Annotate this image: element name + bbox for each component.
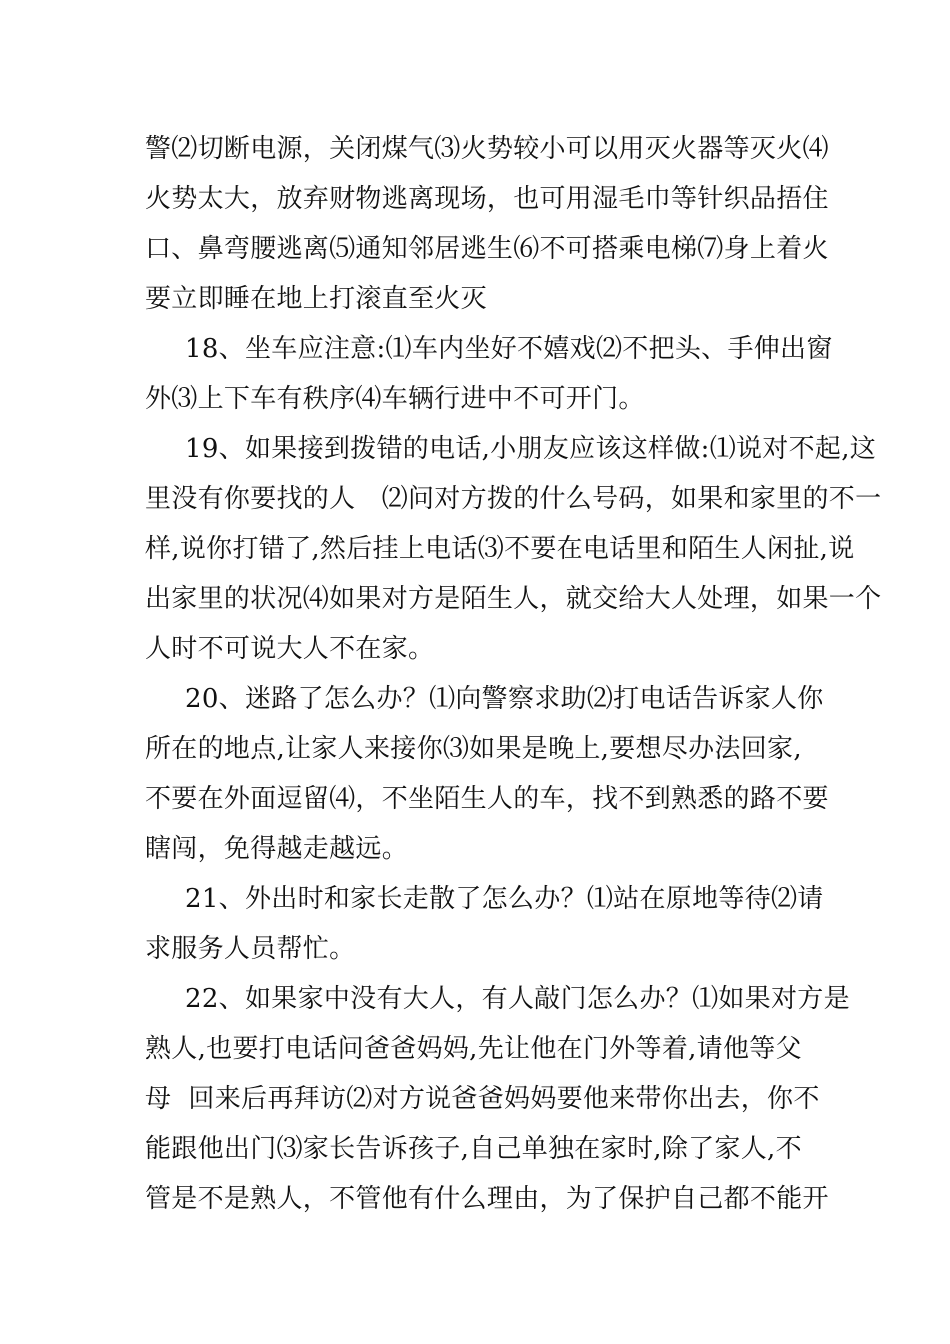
text-line: 要立即睡在地上打滚直至火灭 — [145, 284, 487, 314]
paragraph-18-start: 18、坐车应注意:⑴车内坐好不嬉戏⑵不把头、手伸出窗 — [185, 334, 833, 364]
paragraph-19-start: 19、如果接到拨错的电话,小朋友应该这样做:⑴说对不起,这 — [185, 434, 877, 464]
text-line: 里没有你要找的人 ⑵问对方拨的什么号码，如果和家里的不一 — [145, 484, 882, 514]
text-line: 出家里的状况⑷如果对方是陌生人，就交给大人处理，如果一个 — [145, 584, 882, 614]
text-line: 外⑶上下车有秩序⑷车辆行进中不可开门。 — [145, 384, 645, 414]
text-line: 能跟他出门⑶家长告诉孩子,自己单独在家时,除了家人,不 — [145, 1134, 802, 1164]
text-line: 警⑵切断电源，关闭煤气⑶火势较小可以用灭火器等灭火⑷ — [145, 134, 829, 164]
text-line: 火势太大，放弃财物逃离现场，也可用湿毛巾等针织品捂住 — [145, 184, 829, 214]
text-line: 母 回来后再拜访⑵对方说爸爸妈妈要他来带你出去，你不 — [145, 1084, 820, 1114]
text-line: 瞎闯，免得越走越远。 — [145, 834, 409, 864]
text-line: 管是不是熟人，不管他有什么理由，为了保护自己都不能开 — [145, 1184, 829, 1214]
text-line: 不要在外面逗留⑷，不坐陌生人的车，找不到熟悉的路不要 — [145, 784, 829, 814]
paragraph-21-start: 21、外出时和家长走散了怎么办？⑴站在原地等待⑵请 — [185, 884, 824, 914]
text-line: 所在的地点,让家人来接你⑶如果是晚上,要想尽办法回家, — [145, 734, 802, 764]
text-line: 口、鼻弯腰逃离⑸通知邻居逃生⑹不可搭乘电梯⑺身上着火 — [145, 234, 829, 264]
paragraph-20-start: 20、迷路了怎么办？⑴向警察求助⑵打电话告诉家人你 — [185, 684, 824, 714]
text-line: 熟人,也要打电话问爸爸妈妈,先让他在门外等着,请他等父 — [145, 1034, 802, 1064]
text-line: 人时不可说大人不在家。 — [145, 634, 435, 664]
text-line: 样,说你打错了,然后挂上电话⑶不要在电话里和陌生人闲扯,说 — [145, 534, 855, 564]
paragraph-22-start: 22、如果家中没有大人，有人敲门怎么办？⑴如果对方是 — [185, 984, 850, 1014]
text-line: 求服务人员帮忙。 — [145, 934, 356, 964]
